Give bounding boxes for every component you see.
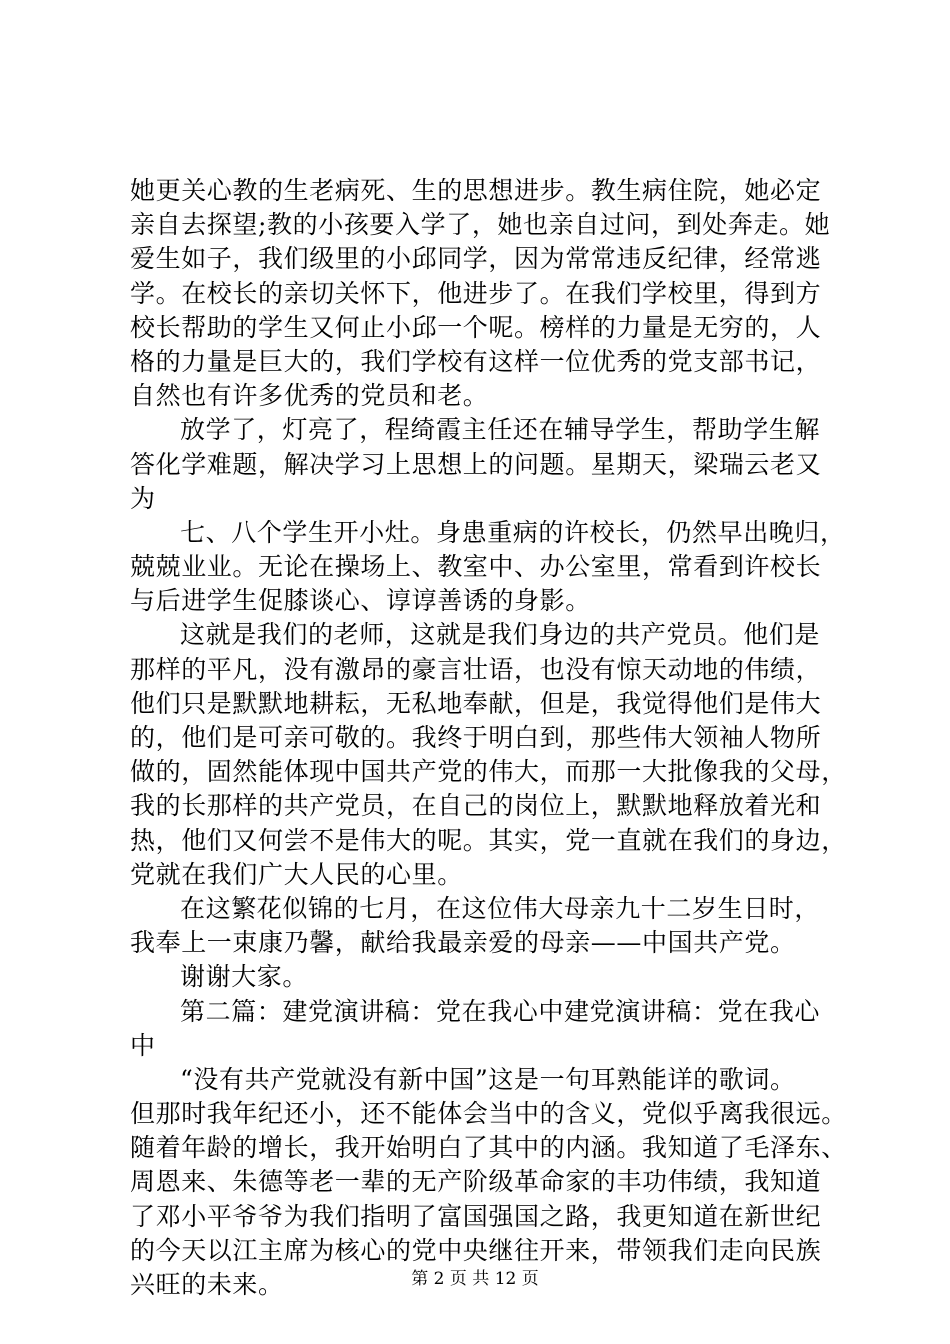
- text-line: 爱生如子，我们级里的小邱同学，因为常常违反纪律，经常逃: [130, 244, 822, 274]
- text-line: 校长帮助的学生又何止小邱一个呢。榜样的力量是无穷的，人: [130, 312, 822, 342]
- text-line: 谢谢大家。: [180, 962, 309, 992]
- text-line: 自然也有许多优秀的党员和老。: [130, 381, 489, 411]
- text-line: 随着年龄的增长，我开始明白了其中的内涵。我知道了毛泽东、: [130, 1133, 847, 1163]
- text-line: 但那时我年纪还小，还不能体会当中的含义，党似乎离我很远。: [130, 1099, 847, 1129]
- text-line: 学。在校长的亲切关怀下，他进步了。在我们学校里，得到方: [130, 278, 822, 308]
- text-line: 在这繁花似锦的七月，在这位伟大母亲九十二岁生日时，: [180, 893, 821, 923]
- text-line: 兢兢业业。无论在操场上、教室中、办公室里，常看到许校长: [130, 552, 822, 582]
- text-line: 第二篇：建党演讲稿：党在我心中建党演讲稿：党在我心: [180, 996, 821, 1026]
- page-footer: 第 2 页 共 12 页: [411, 1269, 539, 1289]
- text-line: 她更关心教的生老病死、生的思想进步。教生病住院，她必定: [130, 176, 822, 205]
- text-line: 亲自去探望;教的小孩要入学了，她也亲自过问，到处奔走。她: [130, 210, 831, 240]
- text-line: 周恩来、朱德等老一辈的无产阶级革命家的丰功伟绩，我知道: [130, 1167, 822, 1197]
- text-line: 他们只是默默地耕耘，无私地奉献，但是，我觉得他们是伟大: [130, 688, 822, 718]
- text-line: 这就是我们的老师，这就是我们身边的共产党员。他们是: [180, 620, 821, 650]
- text-line: 与后进学生促膝谈心、谆谆善诱的身影。: [130, 586, 591, 616]
- text-line: 答化学难题，解决学习上思想上的问题。星期天，梁瑞云老又: [130, 449, 822, 479]
- text-line: 做的，固然能体现中国共产党的伟大，而那一大批像我的父母，: [130, 757, 847, 787]
- text-line: 了邓小平爷爷为我们指明了富国强国之路，我更知道在新世纪: [130, 1201, 822, 1231]
- text-line: 兴旺的未来。: [130, 1270, 284, 1299]
- text-line: “没有共产党就没有新中国”这是一句耳熟能详的歌词。: [180, 1064, 796, 1094]
- text-line: 我的长那样的共产党员，在自己的岗位上，默默地释放着光和: [130, 791, 822, 821]
- text-line: 党就在我们广大人民的心里。: [130, 859, 463, 889]
- document-body: [130, 174, 850, 1302]
- text-line: 的今天以江主席为核心的党中央继往开来，带领我们走向民族: [130, 1235, 822, 1265]
- text-line: 放学了，灯亮了，程绮霞主任还在辅导学生，帮助学生解: [180, 415, 821, 445]
- text-line: 格的力量是巨大的，我们学校有这样一位优秀的党支部书记，: [130, 346, 822, 376]
- text-line: 我奉上一束康乃馨，献给我最亲爱的母亲——中国共产党。: [130, 928, 796, 958]
- text-line: 那样的平凡，没有激昂的豪言壮语，也没有惊天动地的伟绩，: [130, 654, 822, 684]
- text-line: 热，他们又何尝不是伟大的呢。其实，党一直就在我们的身边，: [130, 825, 847, 855]
- text-line: 的，他们是可亲可敬的。我终于明白到，那些伟大领袖人物所: [130, 723, 822, 752]
- text-line: 为: [130, 483, 156, 513]
- text-line: 中: [130, 1030, 156, 1060]
- text-line: 七、八个学生开小灶。身患重病的许校长，仍然早出晚归，: [180, 517, 846, 547]
